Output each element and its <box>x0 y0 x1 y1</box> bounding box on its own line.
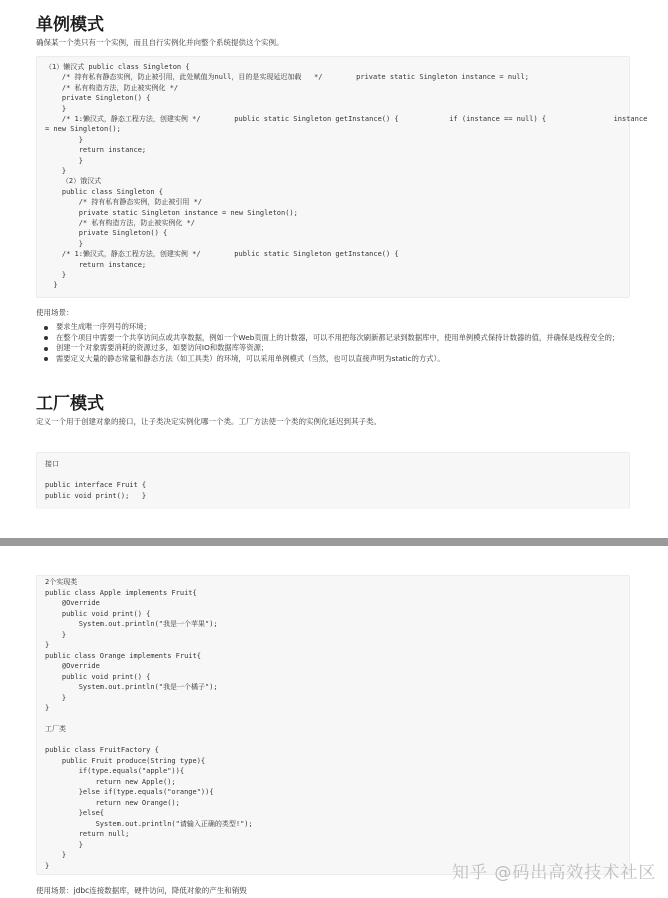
code-line: }else{ <box>45 809 105 817</box>
interface-code-block <box>36 452 630 509</box>
code-line: public class FruitFactory { <box>45 746 159 754</box>
code-line: } <box>45 840 83 849</box>
code-line: System.out.println("我是一个苹果"); <box>45 620 218 628</box>
code-line: } <box>45 135 83 144</box>
code-line: /* 持有私有静态实例，防止被引用，此处赋值为null，目的是实现延迟加载 */ private static Singleton instance = null; <box>45 73 529 82</box>
code-line: /* 1:懒汉式，静态工程方法，创建实例 */ public static Singleton getInstance() { if (instance == null) { instance <box>45 115 648 123</box>
code-line: return new Apple(); <box>45 777 176 786</box>
code-line: （1）懒汉式 public class Singleton { <box>45 63 190 71</box>
article-page-bottom <box>0 545 668 898</box>
code-line: /* 1:懒汉式，静态工程方法，创建实例 */ public static Singleton getInstance() { <box>45 250 399 259</box>
factory-title: 工厂模式 <box>36 394 104 414</box>
code-line: System.out.println("我是一个橘子"); <box>45 683 218 691</box>
code-line: } <box>45 630 67 639</box>
code-line: @Override <box>45 662 100 670</box>
code-line: /* 持有私有静态实例，防止被引用 */ <box>45 198 203 207</box>
list-item: 要求生成唯一序列号的环境； <box>44 322 626 333</box>
code-line: public class Orange implements Fruit{ <box>45 651 201 660</box>
singleton-usage-list <box>44 322 626 364</box>
code-line: private static Singleton instance = new Singleton(); <box>45 208 298 217</box>
singleton-intro: 确保某一个类只有一个实例，而且自行实例化并向整个系统提供这个实例。 <box>36 38 284 47</box>
code-line: 工厂类 <box>45 725 66 733</box>
factory-usage: 使用场景：jdbc连接数据库，硬件访问，降低对象的产生和销毁 <box>36 886 247 895</box>
code-line: public void print(); } <box>45 491 147 500</box>
code-line: public void print() { <box>45 609 151 618</box>
zhihu-watermark: 知乎 @码出高效技术社区 <box>452 863 657 883</box>
code-line: return new Orange(); <box>45 798 180 807</box>
code-line: private Singleton() { <box>45 229 168 238</box>
singleton-code-block <box>36 56 648 298</box>
list-item: 在整个项目中需要一个共享访问点或共享数据，例如一个Web页面上的计数器，可以不用把每次刷新都记录到数据库中，使用单例模式保持计数器的值，并确保是线程安全的； <box>44 333 626 344</box>
code-line: } <box>45 693 67 702</box>
code-line: } <box>45 851 67 859</box>
code-line: } <box>45 167 67 175</box>
code-line: （2）饿汉式 <box>45 177 102 186</box>
list-item: 需要定义大量的静态常量和静态方法（如工具类）的环境，可以采用单例模式（当然，也可以直接声明为static的方式）。 <box>44 354 626 365</box>
code-line: return instance; <box>45 146 147 155</box>
code-line: return instance; <box>45 260 147 269</box>
code-line: public interface Fruit { <box>45 481 147 489</box>
code-line: } <box>45 704 50 712</box>
singleton-title: 单例模式 <box>36 15 104 35</box>
code-line: return null; <box>45 830 130 838</box>
code-line: 2个实现类 <box>45 578 78 586</box>
code-line: if(type.equals("apple")){ <box>45 767 185 775</box>
code-line: private Singleton() { <box>45 94 151 103</box>
code-line: } <box>45 281 58 290</box>
code-line: /* 私有构造方法，防止被实例化 */ <box>45 83 179 92</box>
code-line: public void print() { <box>45 672 151 681</box>
code-line: } <box>45 156 83 165</box>
code-line: } <box>45 239 83 248</box>
code-line: = new Singleton(); <box>45 125 121 134</box>
code-line: @Override <box>45 599 100 607</box>
code-line: } <box>45 641 50 649</box>
code-line: } <box>45 104 67 113</box>
code-line: } <box>45 271 67 279</box>
code-line: }else if(type.equals("orange")){ <box>45 788 214 796</box>
list-item: 创建一个对象需要消耗的资源过多，如要访问IO和数据库等资源； <box>44 343 626 354</box>
code-line: public Fruit produce(String type){ <box>45 756 206 765</box>
code-line: 接口 <box>45 460 59 468</box>
singleton-usage-label: 使用场景： <box>36 308 74 317</box>
code-line: public class Apple implements Fruit{ <box>45 588 197 597</box>
code-line: /* 私有构造方法，防止被实例化 */ <box>45 219 196 227</box>
factory-intro: 定义一个用于创建对象的接口，让子类决定实例化哪一个类。工厂方法使一个类的实例化延迟到其子类。 <box>36 417 381 426</box>
factory-code-block <box>36 575 630 875</box>
code-line: public class Singleton { <box>45 187 164 196</box>
code-line: } <box>45 861 50 870</box>
code-line: System.out.println("请输入正确的类型!"); <box>45 819 253 828</box>
